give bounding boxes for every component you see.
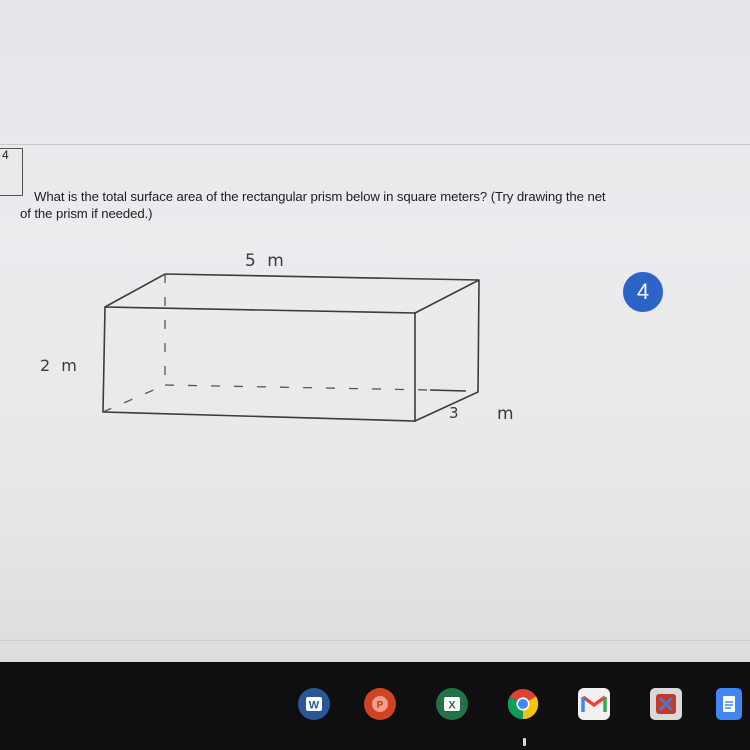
excel-icon[interactable] xyxy=(436,688,468,720)
chrome-icon[interactable] xyxy=(507,688,539,720)
prism-front-face xyxy=(103,307,415,421)
powerpoint-icon[interactable] xyxy=(364,688,396,720)
gmail-icon[interactable] xyxy=(578,688,610,720)
prism-right-edges xyxy=(415,280,479,421)
docs-icon[interactable] xyxy=(716,688,742,720)
height-label: 2 m xyxy=(40,356,80,375)
depth-label-unit: m xyxy=(497,404,514,424)
question-line-2: of the prism if needed.) xyxy=(20,206,153,221)
depth-label-digit: 3 xyxy=(449,404,459,422)
svg-text:P: P xyxy=(376,700,384,711)
taskbar-shelf xyxy=(0,662,750,750)
question-number-badge: 4 xyxy=(621,270,665,314)
divider xyxy=(0,640,750,641)
prism-hidden-depth-edge xyxy=(103,385,165,412)
length-label: 5 m xyxy=(245,251,287,271)
svg-text:X: X xyxy=(448,699,456,712)
classroom-icon[interactable] xyxy=(650,688,682,720)
prism-hidden-back-bottom-edge xyxy=(165,385,430,390)
question-number: 4 xyxy=(2,148,9,162)
question-line-1: What is the total surface area of the rectangular prism below in square meters? (Try drawing the net xyxy=(34,189,606,204)
word-icon[interactable] xyxy=(298,688,330,720)
prism-back-bottom-solid xyxy=(430,390,466,391)
svg-text:W: W xyxy=(308,699,320,712)
chrome-running-indicator xyxy=(523,738,526,746)
prism-top-back-edge xyxy=(105,274,479,313)
